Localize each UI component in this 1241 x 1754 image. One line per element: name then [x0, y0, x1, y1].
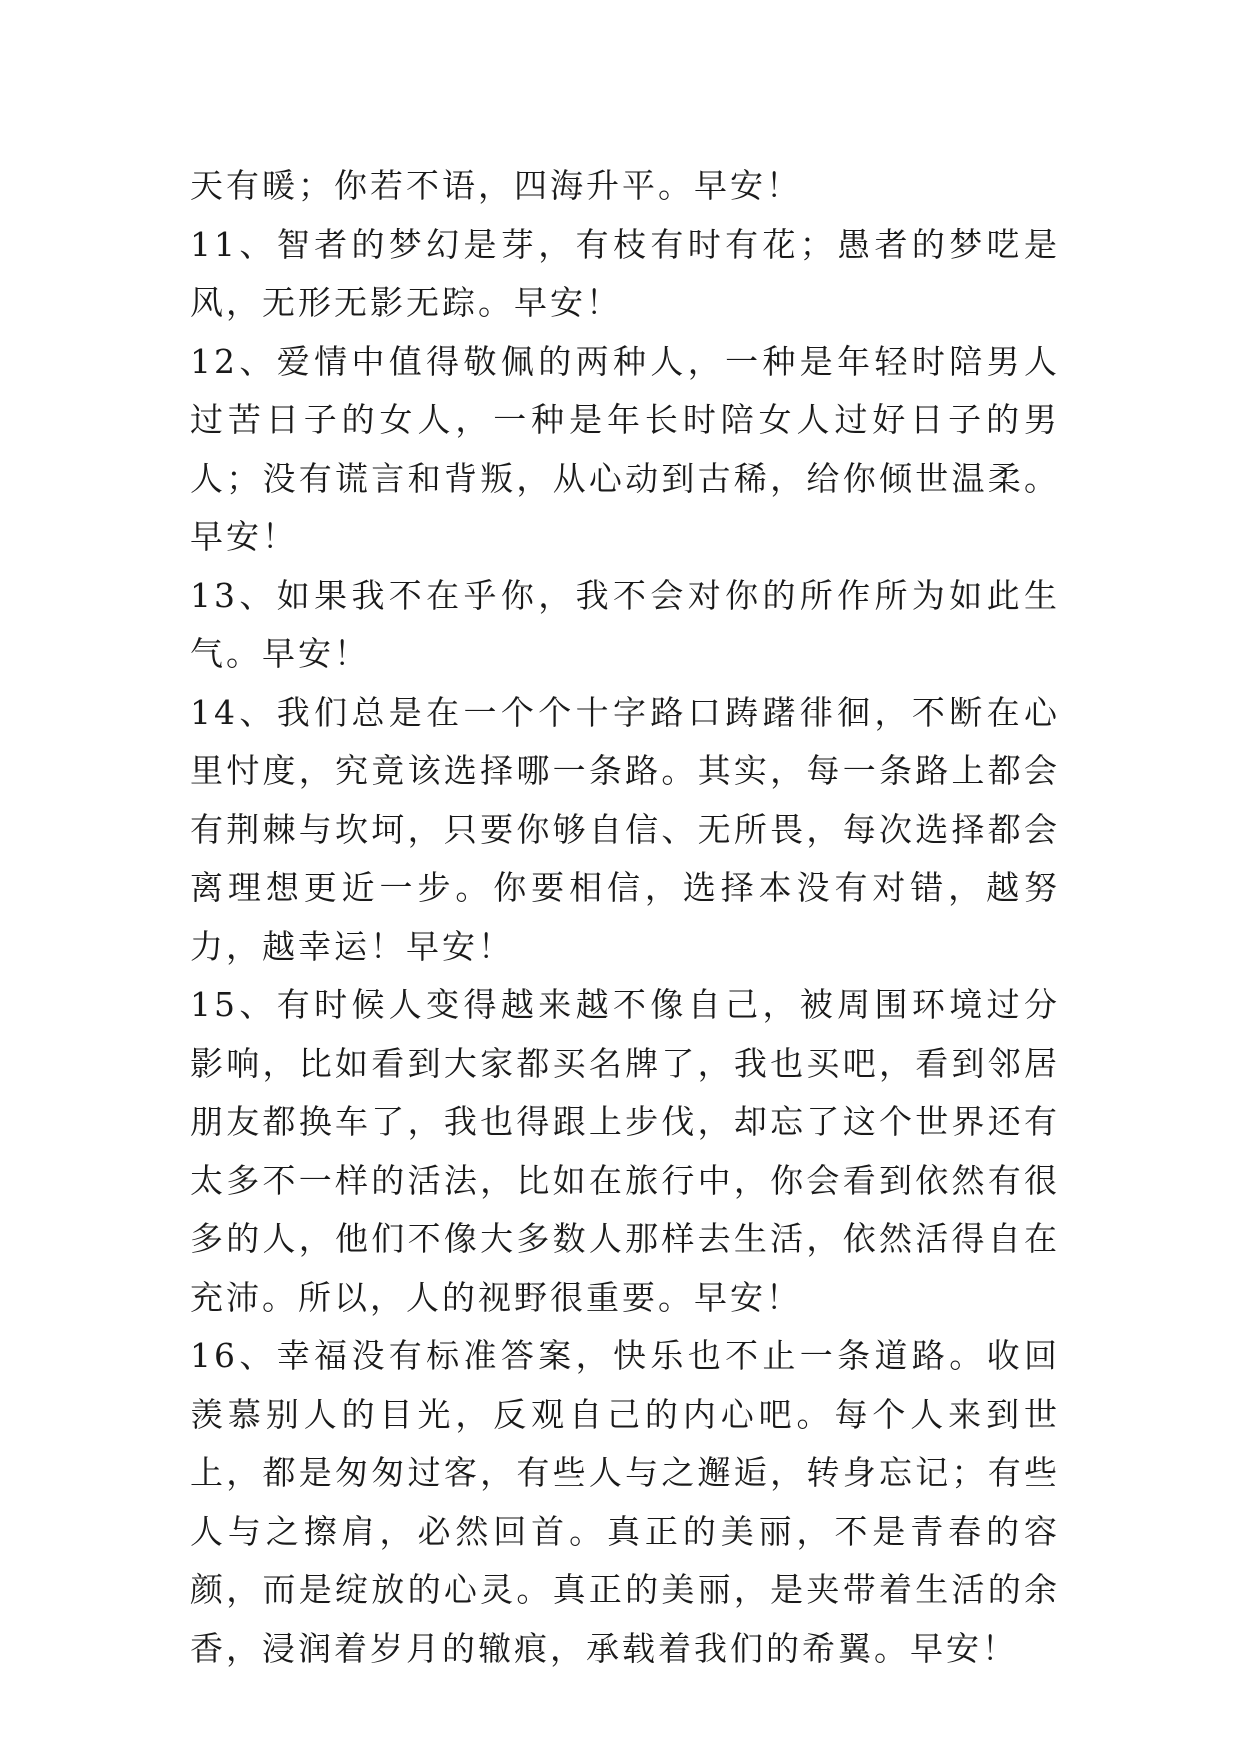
paragraph-item-11: 11、智者的梦幻是芽，有枝有时有花；愚者的梦呓是风，无形无影无踪。早安！ — [190, 224, 1060, 322]
paragraph-item-16: 16、幸福没有标准答案，快乐也不止一条道路。收回羡慕别人的目光，反观自己的内心吧。每个人来到世上，都是匆匆过客，有些人与之邂逅，转身忘记；有些人与之擦肩，必然回首。真正的美丽，不是青春的容颜，而是绽放的心灵。真正的美丽，是夹带着生活的余香，浸润着岁月的辙痕，承载着我们的希翼。早安！ — [190, 1336, 1060, 1668]
document-body — [190, 157, 1060, 1678]
paragraph-continuation: 天有暖；你若不语，四海升平。早安！ — [190, 166, 802, 205]
paragraph-item-13: 13、如果我不在乎你，我不会对你的所作所为如此生气。早安！ — [190, 575, 1060, 673]
paragraph-item-14: 14、我们总是在一个个十字路口踌躇徘徊，不断在心里忖度，究竟该选择哪一条路。其实，每一条路上都会有荆棘与坎坷，只要你够自信、无所畏，每次选择都会离理想更近一步。你要相信，选择本没有对错，越努力，越幸运！早安！ — [190, 692, 1060, 966]
paragraph-item-15: 15、有时候人变得越来越不像自己，被周围环境过分影响，比如看到大家都买名牌了，我也买吧，看到邻居朋友都换车了，我也得跟上步伐，却忘了这个世界还有太多不一样的活法，比如在旅行中，你会看到依然有很多的人，他们不像大多数人那样去生活，依然活得自在充沛。所以，人的视野很重要。早安！ — [190, 985, 1060, 1317]
paragraph-item-12: 12、爱情中值得敬佩的两种人，一种是年轻时陪男人过苦日子的女人，一种是年长时陪女人过好日子的男人；没有谎言和背叛，从心动到古稀，给你倾世温柔。早安！ — [190, 341, 1060, 556]
